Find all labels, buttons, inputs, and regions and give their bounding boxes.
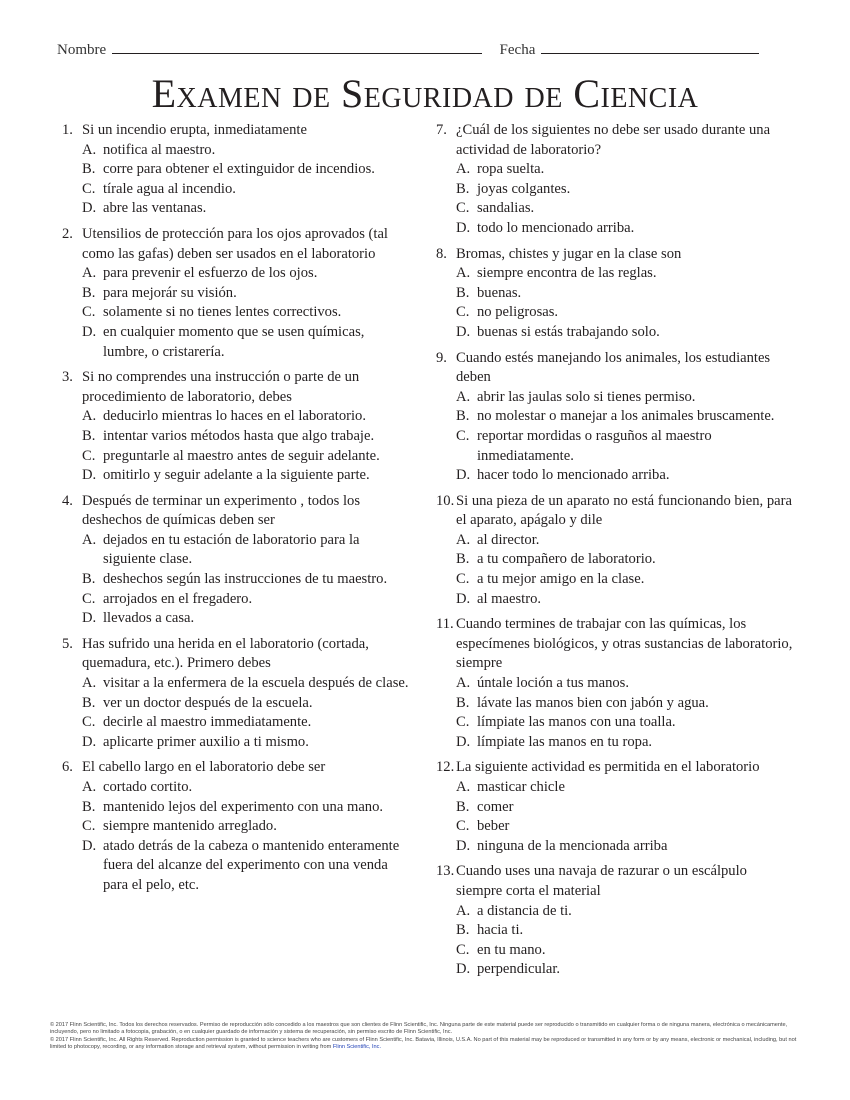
- option-text: hacer todo lo mencionado arriba.: [477, 467, 670, 484]
- question-6: [62, 758, 412, 895]
- option-letter: B.: [82, 427, 96, 444]
- option-letter: C.: [456, 427, 470, 444]
- option-letter: C.: [82, 180, 96, 197]
- question-stem: [436, 492, 796, 531]
- question-text: Cuando termines de trabajar con las químicas, los especímenes biológicos, y otras sustancias de laboratorio, siempre: [456, 616, 793, 672]
- question-stem: [62, 225, 412, 264]
- option-text: a tu mejor amigo en la clase.: [477, 571, 645, 588]
- option-letter: C.: [82, 714, 96, 731]
- option-letter: B.: [82, 284, 96, 301]
- option-text: intentar varios métodos hasta que algo trabaje.: [103, 427, 375, 444]
- option-text: en cualquier momento que se usen químicas, lumbre, o cristarería.: [103, 323, 365, 360]
- question-stem: [436, 121, 796, 160]
- option-letter: A.: [456, 531, 471, 548]
- answer-option[interactable]: [62, 609, 412, 629]
- option-text: buenas si estás trabajando solo.: [477, 323, 660, 340]
- option-text: preguntarle al maestro antes de seguir adelante.: [103, 447, 380, 464]
- option-letter: D.: [456, 323, 471, 340]
- question-1: [62, 121, 412, 219]
- option-text: joyas colgantes.: [477, 180, 571, 197]
- answer-option[interactable]: [62, 199, 412, 219]
- option-letter: D.: [82, 837, 97, 854]
- option-letter: C.: [456, 200, 470, 217]
- option-letter: C.: [456, 941, 470, 958]
- option-letter: B.: [82, 571, 96, 588]
- option-letter: A.: [456, 902, 471, 919]
- option-text: cortado cortito.: [103, 779, 193, 795]
- option-letter: B.: [82, 161, 96, 178]
- question-stem: [62, 758, 412, 778]
- question-2: [62, 225, 412, 362]
- answer-option[interactable]: [62, 466, 412, 486]
- option-text: corre para obtener el extinguidor de incendios.: [103, 161, 375, 178]
- answer-option[interactable]: [62, 798, 412, 818]
- question-4: [62, 492, 412, 629]
- option-letter: D.: [456, 219, 471, 236]
- question-number: 7.: [436, 122, 447, 138]
- question-stem: [436, 615, 796, 674]
- option-text: para prevenir el esfuerzo de los ojos.: [103, 265, 318, 282]
- option-text: límpiate las manos en tu ropa.: [477, 733, 653, 750]
- date-field[interactable]: [541, 40, 759, 54]
- answer-option[interactable]: [62, 531, 412, 570]
- question-3: [62, 368, 412, 486]
- option-letter: D.: [82, 733, 97, 750]
- question-7: [436, 121, 796, 239]
- answer-option[interactable]: [62, 694, 412, 714]
- option-letter: A.: [456, 675, 471, 692]
- option-text: abrir las jaulas solo si tienes permiso.: [477, 388, 696, 405]
- option-text: visitar a la enfermera de la escuela después de clase.: [103, 675, 409, 692]
- option-letter: D.: [456, 837, 471, 854]
- question-text: El cabello largo en el laboratorio debe ser: [82, 759, 326, 776]
- option-letter: B.: [456, 180, 470, 197]
- copyright-footer: [50, 1022, 800, 1052]
- option-text: llevados a casa.: [103, 610, 195, 627]
- question-number: 13.: [436, 863, 455, 880]
- answer-option[interactable]: [62, 778, 412, 798]
- option-letter: A.: [82, 141, 97, 158]
- question-stem: [436, 862, 796, 901]
- answer-option[interactable]: [62, 323, 412, 362]
- option-text: ropa suelta.: [477, 161, 545, 178]
- question-stem: [62, 635, 412, 674]
- option-text: límpiate las manos con una toalla.: [477, 714, 676, 731]
- question-text: Bromas, chistes y jugar en la clase son: [456, 245, 682, 262]
- option-text: para mejorár su visión.: [103, 284, 237, 301]
- question-text: Cuando uses una navaja de razurar o un escálpulo siempre corta el material: [456, 863, 747, 899]
- question-5: [62, 635, 412, 753]
- option-text: omitirlo y seguir adelante a la siguiente parte.: [103, 467, 370, 484]
- question-number: 6.: [62, 759, 73, 776]
- answer-option[interactable]: [62, 570, 412, 590]
- question-number: 11.: [436, 616, 454, 633]
- question-stem: [436, 758, 796, 778]
- option-letter: A.: [82, 779, 97, 795]
- question-text: ¿Cuál de los siguientes no debe ser usado durante una actividad de laboratorio?: [456, 122, 771, 158]
- copyright-spanish: © 2017 Flinn Scientific, Inc. Todos los derechos reservados. Permiso de reproducción sólo concedido a los maestros que son clientes de Flinn Scientific, Inc. Ninguna parte de este material puede ser reproducido o transmitido en cualquier forma o de ninguna manera, electrónica o mecánicamente, incluyendo, pero no limitado a fotocopia, grabación, o en cualquier guardado de información y sistema de recuperación, sin permiso escrito de Flinn Scientific, Inc.: [50, 1022, 788, 1035]
- option-text: al maestro.: [477, 590, 542, 607]
- option-letter: C.: [456, 714, 470, 731]
- answer-option[interactable]: [436, 733, 796, 753]
- option-text: deducirlo mientras lo haces en el laboratorio.: [103, 408, 366, 425]
- answer-option[interactable]: [436, 778, 796, 798]
- option-text: ver un doctor después de la escuela.: [103, 694, 313, 711]
- answer-option[interactable]: [62, 427, 412, 447]
- date-label: Fecha: [499, 42, 536, 58]
- question-number: 1.: [62, 122, 73, 138]
- name-label: Nombre: [57, 42, 107, 58]
- answer-option[interactable]: [436, 960, 796, 980]
- option-text: lávate las manos bien con jabón y agua.: [477, 694, 709, 711]
- answer-option[interactable]: [62, 713, 412, 733]
- option-letter: A.: [82, 408, 97, 425]
- option-letter: D.: [456, 467, 471, 484]
- option-text: hacia ti.: [477, 922, 524, 939]
- answer-option[interactable]: [436, 590, 796, 610]
- option-letter: B.: [82, 798, 96, 815]
- answer-option[interactable]: [436, 388, 796, 408]
- answer-option[interactable]: [436, 550, 796, 570]
- question-text: La siguiente actividad es permitida en el laboratorio: [456, 759, 760, 776]
- option-letter: A.: [82, 531, 97, 548]
- option-letter: A.: [82, 675, 97, 692]
- question-stem: [62, 368, 412, 407]
- option-letter: D.: [456, 590, 471, 607]
- answer-option[interactable]: [62, 817, 412, 837]
- option-text: abre las ventanas.: [103, 200, 207, 217]
- option-letter: B.: [456, 551, 470, 568]
- option-letter: C.: [82, 590, 96, 607]
- option-text: siempre encontra de las reglas.: [477, 265, 657, 282]
- answer-option[interactable]: [436, 921, 796, 941]
- option-text: siempre mantenido arreglado.: [103, 818, 277, 835]
- option-letter: B.: [456, 284, 470, 301]
- option-text: solamente si no tienes lentes correctivos.: [103, 304, 342, 321]
- copyright-english-text: © 2017 Flinn Scientific, Inc. All Rights Reserved. Reproduction permission is granted to science teachers who are customers of Flinn Scientific, Inc. Batavia, Illinois, U.S.A. No part of this material may be reproduced or transmitted in any form or by any means, electronic or mechanical, including, but not limited to photocopy, recording, or any information storage and retrieval system, without permission in writing from: [50, 1037, 797, 1050]
- right-column: [436, 121, 796, 986]
- answer-option[interactable]: [436, 694, 796, 714]
- option-text: a tu compañero de laboratorio.: [477, 551, 656, 568]
- option-letter: A.: [456, 161, 471, 178]
- answer-option[interactable]: [436, 466, 796, 486]
- answer-option[interactable]: [436, 323, 796, 343]
- question-number: 10.: [436, 492, 455, 509]
- option-text: en tu mano.: [477, 941, 546, 958]
- answer-option[interactable]: [62, 837, 412, 896]
- answer-option[interactable]: [436, 427, 796, 466]
- option-letter: B.: [456, 798, 470, 815]
- answer-option[interactable]: [436, 180, 796, 200]
- option-letter: B.: [456, 694, 470, 711]
- option-letter: D.: [82, 323, 97, 340]
- answer-option[interactable]: [436, 902, 796, 922]
- answer-option[interactable]: [62, 407, 412, 427]
- question-11: [436, 615, 796, 752]
- question-8: [436, 245, 796, 343]
- question-number: 2.: [62, 225, 73, 242]
- name-field[interactable]: [112, 40, 481, 54]
- answer-option[interactable]: [62, 674, 412, 694]
- question-number: 4.: [62, 492, 73, 509]
- option-letter: C.: [82, 304, 96, 321]
- answer-option[interactable]: [436, 941, 796, 961]
- answer-option[interactable]: [62, 303, 412, 323]
- option-text: mantenido lejos del experimento con una mano.: [103, 798, 384, 815]
- answer-option[interactable]: [62, 264, 412, 284]
- answer-option[interactable]: [62, 447, 412, 467]
- page-title: Examen de Seguridad de Ciencia: [151, 71, 699, 116]
- answer-option[interactable]: [436, 570, 796, 590]
- question-stem: [62, 121, 412, 141]
- question-text: Si no comprendes una instrucción o parte de un procedimiento de laboratorio, debes: [82, 369, 360, 405]
- question-number: 3.: [62, 369, 73, 386]
- question-number: 5.: [62, 635, 73, 652]
- option-letter: B.: [82, 694, 96, 711]
- option-letter: D.: [82, 467, 97, 484]
- option-text: no molestar o manejar a los animales bruscamente.: [477, 408, 775, 425]
- option-text: reportar mordidas o rasguños al maestro inmediatamente.: [477, 427, 712, 464]
- answer-option[interactable]: [436, 219, 796, 239]
- option-letter: C.: [82, 818, 96, 835]
- answer-option[interactable]: [436, 160, 796, 180]
- option-letter: B.: [456, 922, 470, 939]
- option-text: al director.: [477, 531, 540, 548]
- option-text: comer: [477, 798, 514, 815]
- flinn-link[interactable]: Flinn Scientific, Inc.: [332, 1044, 382, 1050]
- option-text: arrojados en el fregadero.: [103, 590, 253, 607]
- option-letter: D.: [82, 200, 97, 217]
- option-letter: B.: [456, 408, 470, 425]
- option-text: ninguna de la mencionada arriba: [477, 837, 668, 854]
- answer-option[interactable]: [436, 817, 796, 837]
- option-text: aplicarte primer auxilio a ti mismo.: [103, 733, 309, 750]
- question-number: 12.: [436, 759, 455, 776]
- question-10: [436, 492, 796, 610]
- left-column: [62, 121, 412, 902]
- answer-option[interactable]: [62, 590, 412, 610]
- option-text: no peligrosas.: [477, 304, 559, 321]
- answer-option[interactable]: [62, 284, 412, 304]
- option-letter: C.: [82, 447, 96, 464]
- copyright-english: [50, 1037, 800, 1051]
- question-text: Has sufrido una herida en el laboratorio (cortada, quemadura, etc.). Primero debes: [82, 635, 369, 672]
- option-text: deshechos según las instrucciones de tu maestro.: [103, 571, 388, 588]
- option-letter: D.: [456, 733, 471, 750]
- option-text: atado detrás de la cabeza o mantenido enteramente fuera del alcanze del experimento con una venda para el pelo, etc.: [103, 837, 400, 893]
- question-stem: [62, 492, 412, 531]
- option-letter: C.: [456, 304, 470, 321]
- question-9: [436, 349, 796, 486]
- option-text: sandalias.: [477, 200, 535, 217]
- question-number: 8.: [436, 245, 447, 262]
- question-stem: [436, 349, 796, 388]
- option-text: decirle al maestro immediatamente.: [103, 714, 312, 731]
- option-text: a distancia de ti.: [477, 902, 572, 919]
- option-letter: C.: [456, 571, 470, 588]
- answer-option[interactable]: [436, 264, 796, 284]
- answer-option[interactable]: [436, 798, 796, 818]
- option-text: beber: [477, 818, 510, 835]
- answer-option[interactable]: [436, 407, 796, 427]
- answer-option[interactable]: [62, 141, 412, 161]
- option-text: tírale agua al incendio.: [103, 180, 236, 197]
- answer-option[interactable]: [436, 303, 796, 323]
- question-text: Si una pieza de un aparato no está funcionando bien, para el aparato, apágalo y dile: [456, 492, 792, 529]
- question-text: Cuando estés manejando los animales, los estudiantes deben: [456, 349, 771, 386]
- answer-option[interactable]: [62, 733, 412, 753]
- answer-option[interactable]: [436, 837, 796, 857]
- option-text: todo lo mencionado arriba.: [477, 219, 635, 236]
- answer-option[interactable]: [62, 160, 412, 180]
- name-date-line: [57, 40, 777, 60]
- option-text: perpendicular.: [477, 961, 561, 978]
- option-letter: A.: [456, 779, 471, 795]
- answer-option[interactable]: [436, 199, 796, 219]
- option-text: masticar chicle: [477, 779, 565, 795]
- question-13: [436, 862, 796, 980]
- answer-option[interactable]: [436, 713, 796, 733]
- option-letter: D.: [456, 961, 471, 978]
- question-stem: [436, 245, 796, 265]
- option-letter: A.: [82, 265, 97, 282]
- option-letter: C.: [456, 818, 470, 835]
- answer-option[interactable]: [436, 674, 796, 694]
- question-text: Si un incendio erupta, inmediatamente: [82, 122, 307, 138]
- answer-option[interactable]: [436, 531, 796, 551]
- answer-option[interactable]: [436, 284, 796, 304]
- option-letter: A.: [456, 265, 471, 282]
- question-text: Después de terminar un experimento , todos los deshechos de químicas deben ser: [82, 492, 361, 529]
- option-text: dejados en tu estación de laboratorio para la siguiente clase.: [103, 531, 360, 568]
- option-text: buenas.: [477, 284, 522, 301]
- question-text: Utensilios de protección para los ojos aprovados (tal como las gafas) deben ser usados en el laboratorio: [82, 225, 388, 262]
- option-text: úntale loción a tus manos.: [477, 675, 629, 692]
- option-letter: D.: [82, 610, 97, 627]
- question-12: [436, 758, 796, 856]
- option-letter: A.: [456, 388, 471, 405]
- answer-option[interactable]: [62, 180, 412, 200]
- question-number: 9.: [436, 349, 447, 366]
- option-text: notifica al maestro.: [103, 141, 216, 158]
